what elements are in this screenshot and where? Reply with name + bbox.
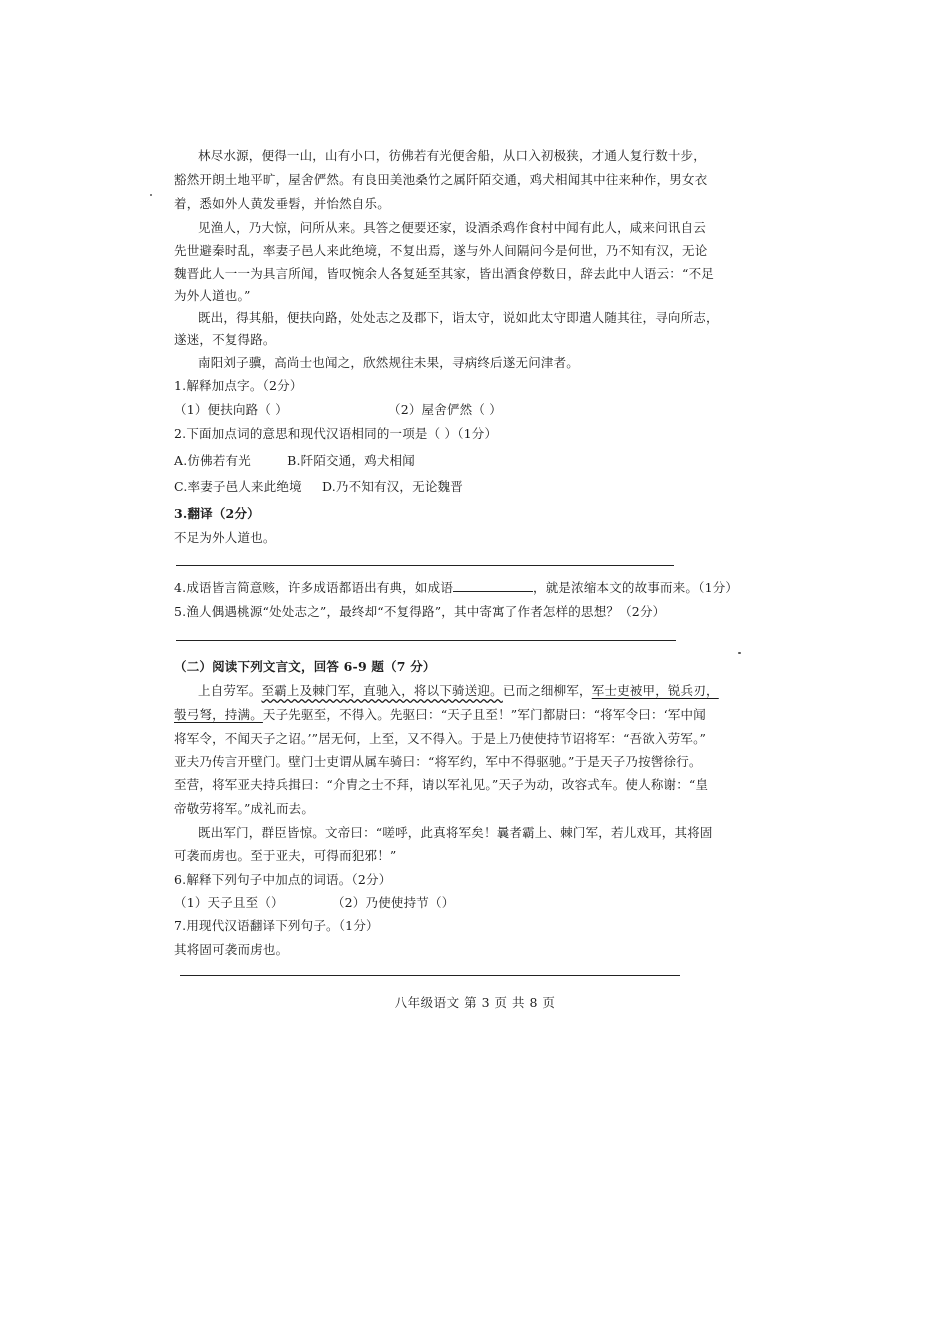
passage1-line-1: 林尽水源，便得一山，山有小口，彷佛若有光便舍船，从口入初极狭，才通人复行数十步， (198, 148, 707, 163)
passage1-line-8: 既出，得其船，便扶向路，处处志之及郡下，诣太守，说如此太守即遣人随其往，寻向所志， (198, 310, 719, 325)
passage1-line-3: 着，悉如外人黄发垂髫，并怡然自乐。 (174, 196, 390, 211)
section2-underlined-2: 军士吏被甲，锐兵刃， (591, 683, 719, 698)
question-1a: （1）便扶向路（ ） (174, 402, 288, 417)
section2-underlined-3: 彀弓弩，持满。 (174, 707, 263, 722)
section2-line-2 (174, 707, 774, 723)
question-7-sentence: 其将固可袭而虏也。 (174, 942, 289, 957)
section2-line-6: 帝敬劳将军。”成礼而去。 (174, 801, 315, 816)
passage1-line-10: 南阳刘子骥，高尚士也闻之，欣然规往未果，寻病终后遂无问津者。 (198, 355, 580, 370)
passage1-line-2: 豁然开朗土地平旷，屋舍俨然。有良田美池桑竹之属阡陌交通，鸡犬相闻其中往来种作，男女衣 (174, 172, 708, 187)
question-7: 7.用现代汉语翻译下列句子。（1分） (174, 918, 379, 933)
passage1-line-4: 见渔人，乃大惊，问所从来。具答之便要还家，设酒杀鸡作食村中闻有此人，咸来问讯自云 (198, 220, 707, 235)
section2-line-4: 亚夫乃传言开壁门。壁门士吏谓从属车骑曰：“将军约，军中不得驱驰。”于是天子乃按辔徐行。 (174, 754, 702, 769)
question-2: 2.下面加点词的意思和现代汉语相同的一项是（ ）（1分） (174, 426, 498, 441)
section2-p1-mid: 已而之细柳军， (502, 683, 592, 698)
answer-line-7 (180, 975, 680, 976)
option-b: B.阡陌交通，鸡犬相闻 (287, 453, 415, 468)
answer-blank-4[interactable] (453, 579, 533, 592)
passage1-line-5: 先世避秦时乱，率妻子邑人来此绝境，不复出焉，遂与外人间隔问今是何世，乃不知有汉，无论 (174, 243, 708, 258)
question-4-suffix: ，就是浓缩本文的故事而来。（1分） (533, 580, 739, 595)
scan-speck (150, 194, 152, 196)
page-footer: 八年级语文 第 3 页 共 8 页 (394, 995, 556, 1010)
section2-line-8: 可袭而虏也。至于亚夫，可得而犯邪！” (174, 848, 397, 863)
question-6b: （2）乃使使持节（） (331, 895, 455, 910)
option-c: C.率妻子邑人来此绝境 (174, 479, 302, 494)
question-2-options-row-1 (174, 453, 774, 469)
section2-line-5: 至营，将军亚夫持兵揖曰：“介胄之士不拜，请以军礼见。”天子为动，改容式车。使人称谢：“皇 (174, 777, 709, 792)
section2-line-3: 将军令，不闻天子之诏。’”居无何，上至，又不得入。于是上乃使使持节诏将军：“吾欲入劳军。” (174, 731, 707, 746)
question-3: 3.翻译（2分） (174, 506, 260, 521)
question-5: 5.渔人偶遇桃源“处处志之”，最终却“不复得路”，其中寄寓了作者怎样的思想？（2分） (174, 604, 666, 619)
option-d: D.乃不知有汉，无论魏晋 (321, 479, 463, 494)
answer-line-5 (176, 640, 676, 641)
question-1b: （2）屋舍俨然（ ） (388, 402, 502, 417)
section2-line-7: 既出军门，群臣皆惊。文帝曰：“嗟呼，此真将军矣！曩者霸上、棘门军，若儿戏耳，其将固 (198, 825, 713, 840)
question-6a: （1）天子且至（） (174, 895, 284, 910)
question-4-prefix: 4.成语皆言简意赅，许多成语都语出有典，如成语 (174, 580, 454, 595)
question-1: 1.解释加点字。（2分） (174, 378, 303, 393)
passage1-line-9: 遂迷，不复得路。 (174, 332, 276, 347)
scan-speck (738, 652, 741, 654)
answer-line-3 (176, 565, 674, 566)
passage1-line-6: 魏晋此人一一为具言所闻，皆叹惋余人各复延至其家，皆出酒食停数日，辞去此中人语云：“不足 (174, 266, 714, 281)
section2-p1-start: 上自劳军。 (198, 683, 262, 698)
section2-line-1 (198, 683, 798, 699)
question-3-sentence: 不足为外人道也。 (174, 530, 276, 545)
section2-p2: 天子先驱至，不得入。先驱曰：“天子且至！”军门都尉曰：“将军令曰：‘军中闻 (262, 707, 706, 722)
question-4 (174, 579, 774, 596)
question-2-options-row-2 (174, 479, 774, 495)
section-2-heading: （二）阅读下列文言文，回答 6-9 题（7 分） (174, 659, 436, 674)
section2-underlined-1: 至霸上及棘门军，直驰入，将以下骑送迎。 (261, 683, 503, 698)
question-6: 6.解释下列句子中加点的词语。（2分） (174, 872, 392, 887)
question-6-items (174, 895, 774, 911)
passage1-line-7: 为外人道也。” (174, 288, 251, 303)
option-a: A.仿佛若有光 (174, 453, 251, 468)
question-1-item-2 (388, 402, 688, 418)
